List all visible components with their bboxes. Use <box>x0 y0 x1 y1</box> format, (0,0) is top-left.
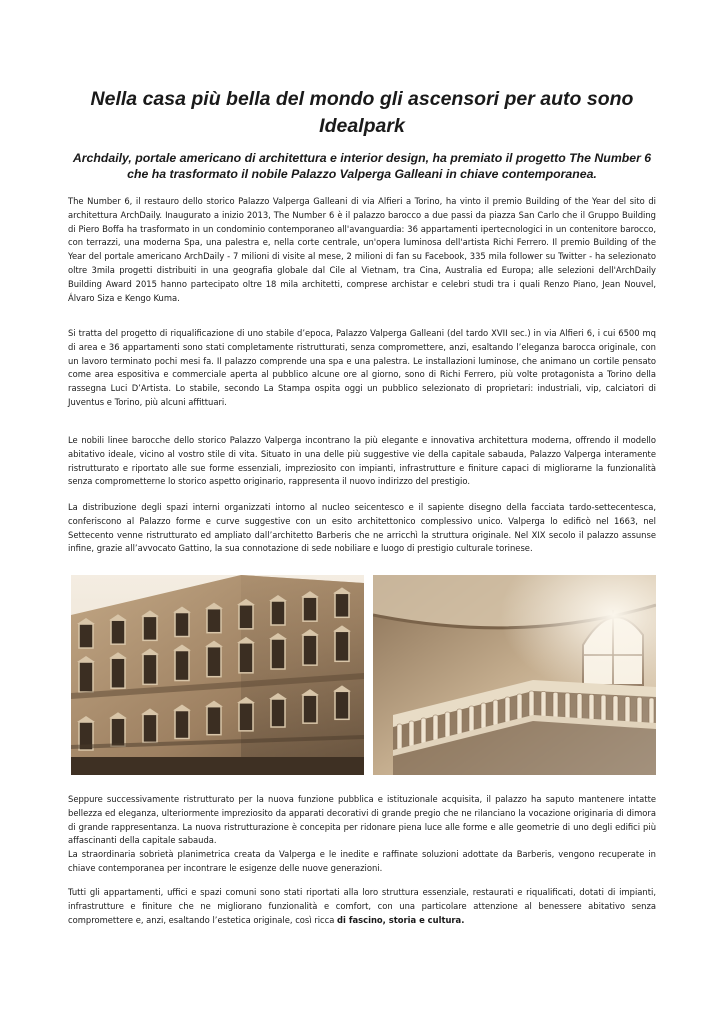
apartments-emphasis: di fascino, storia e cultura. <box>337 914 465 925</box>
paragraph-history: La distribuzione degli spazi interni organizzati intorno al nucleo seicentesco e il sapiente disegno della facciata tardo-settecentesca, conferiscono al Palazzo forme e curve suggestive con un esito architettonico complessivo unico. Valperga lo edificò nel 1663, nel Settecento venne ristrutturato ed ampliato dall’architetto Barberis che ne arricchì la struttura originale. Nel XIX secolo il palazzo assunse infine, grazie all’avvocato Gattino, la sua connotazione di sede nobiliare e luogo di prestigio culturale torinese. <box>68 502 656 554</box>
paragraph-project: Si tratta del progetto di riqualificazione di uno stabile d’epoca, Palazzo Valperga Galleani (del tardo XVII sec.) in via Alfieri 6, i cui 6500 mq di area e 36 appartamenti sono stati completamente ristrutturati, senza compromettere, anzi, esaltando l’eleganza barocca originale, con un lavoro terminato pochi mesi fa. Il palazzo comprende una spa e una palestra. Le installazioni luminose, che animano un cortile pensato come area espositiva e commerciale aperta al pubblico alcune ore al giorno, sono di Richi Ferrero, più volte protagonista a Torino della rassegna Luci D’Artista. Lo stabile, secondo La Stampa ospita oggi un pubblico selezionato di proprietari: industriali, vip, calciatori di Juventus e Torino, più alcuni affittuari. <box>68 328 656 407</box>
paragraph-restoration <box>68 793 656 876</box>
apartments-text: Tutti gli appartamenti, uffici e spazi comuni sono stati riportati alla loro struttura essenziale, restaurati e riqualificati, dotati di impianti, infrastrutture e finiture che ne migliorano funzionalità e comfort, con una particolare attenzione al benessere abitativo senza compromettere e, anzi, esaltando l’estetica originale, così ricca <box>68 887 656 925</box>
staircase-interior-photo <box>373 575 656 775</box>
article-subtitle: Archdaily, portale americano di architettura e interior design, ha premiato il progetto The Number 6 che ha trasformato il nobile Palazzo Valperga Galleani in chiave contemporanea. <box>72 151 652 181</box>
article-title: Nella casa più bella del mondo gli ascensori per auto sono Idealpark <box>90 88 634 137</box>
paragraph-apartments <box>68 886 656 927</box>
staircase-illustration <box>373 575 656 775</box>
restoration-text-2: La straordinaria sobrietà planimetrica creata da Valperga e le inedite e raffinate soluzioni adottate da Barberis, vengono recuperate in chiave contemporanea per incontrare le esigenze delle nuove generazioni. <box>68 849 656 873</box>
restoration-text-1: Seppure successivamente ristrutturato per la nuova funzione pubblica e istituzionale acquisita, il palazzo ha saputo mantenere intatte bellezza ed eleganza, ulteriormente impreziosito da apparati decorativi di grande pregio che ne rilanciano la vocazione originaria di dimora di grande rappresentanza. La nuova ristrutturazione è concepita per ridonare piena luce alle forme e alle geometrie di uno degli edifici più affascinanti della capitale sabauda. <box>68 794 656 846</box>
facade-illustration <box>71 575 364 775</box>
paragraph-baroque-lines: Le nobili linee barocche dello storico Palazzo Valperga incontrano la più elegante e innovativa architettura moderna, offrendo il modello abitativo ideale, vicino al vostro stile di vita. Situato in una delle più suggestive vie della capitale sabauda, Palazzo Valperga interamente ristrutturato e riportato alle sue forme essenziali, impreziosito con impianti, infrastrutture e finiture capaci di migliorarne la funzionalità senza comprometterne lo storico aspetto originario, rappresenta il nuovo indirizzo del prestigio. <box>68 435 656 487</box>
paragraph-award: The Number 6, il restauro dello storico Palazzo Valperga Galleani di via Alfieri a Torino, ha vinto il premio Building of the Year del sito di architettura ArchDaily. Inaugurato a inizio 2013, The Number 6 è il palazzo barocco a due passi da piazza San Carlo che il Gruppo Building di Piero Boffa ha trasformato in un condominio contemporaneo all'avanguardia: 36 appartamenti ipertecnologici in un contenitore barocco, con terrazzi, una moderna Spa, una palestra e, nella corte centrale, un'opera luminosa dell'artista Richi Ferrero. Il premio Building of the Year del portale americano ArchDaily - 7 milioni di visite al mese, 2 milioni di fan su Facebook, 335 mila follower su Twitter - ha selezionato oltre 3mila progetti distribuiti in una geografia globale dal Cile al Vietnam, tra Cina, Australia ed Europa; alle selezioni dell'ArchDaily Building Award 2015 hanno partecipato oltre 18 mila architetti, comprese archistar e celebri studi tra i quali Renzo Piano, Jean Nouvel, Álvaro Siza e Kengo Kuma. <box>68 196 656 303</box>
palazzo-facade-photo <box>71 575 364 775</box>
